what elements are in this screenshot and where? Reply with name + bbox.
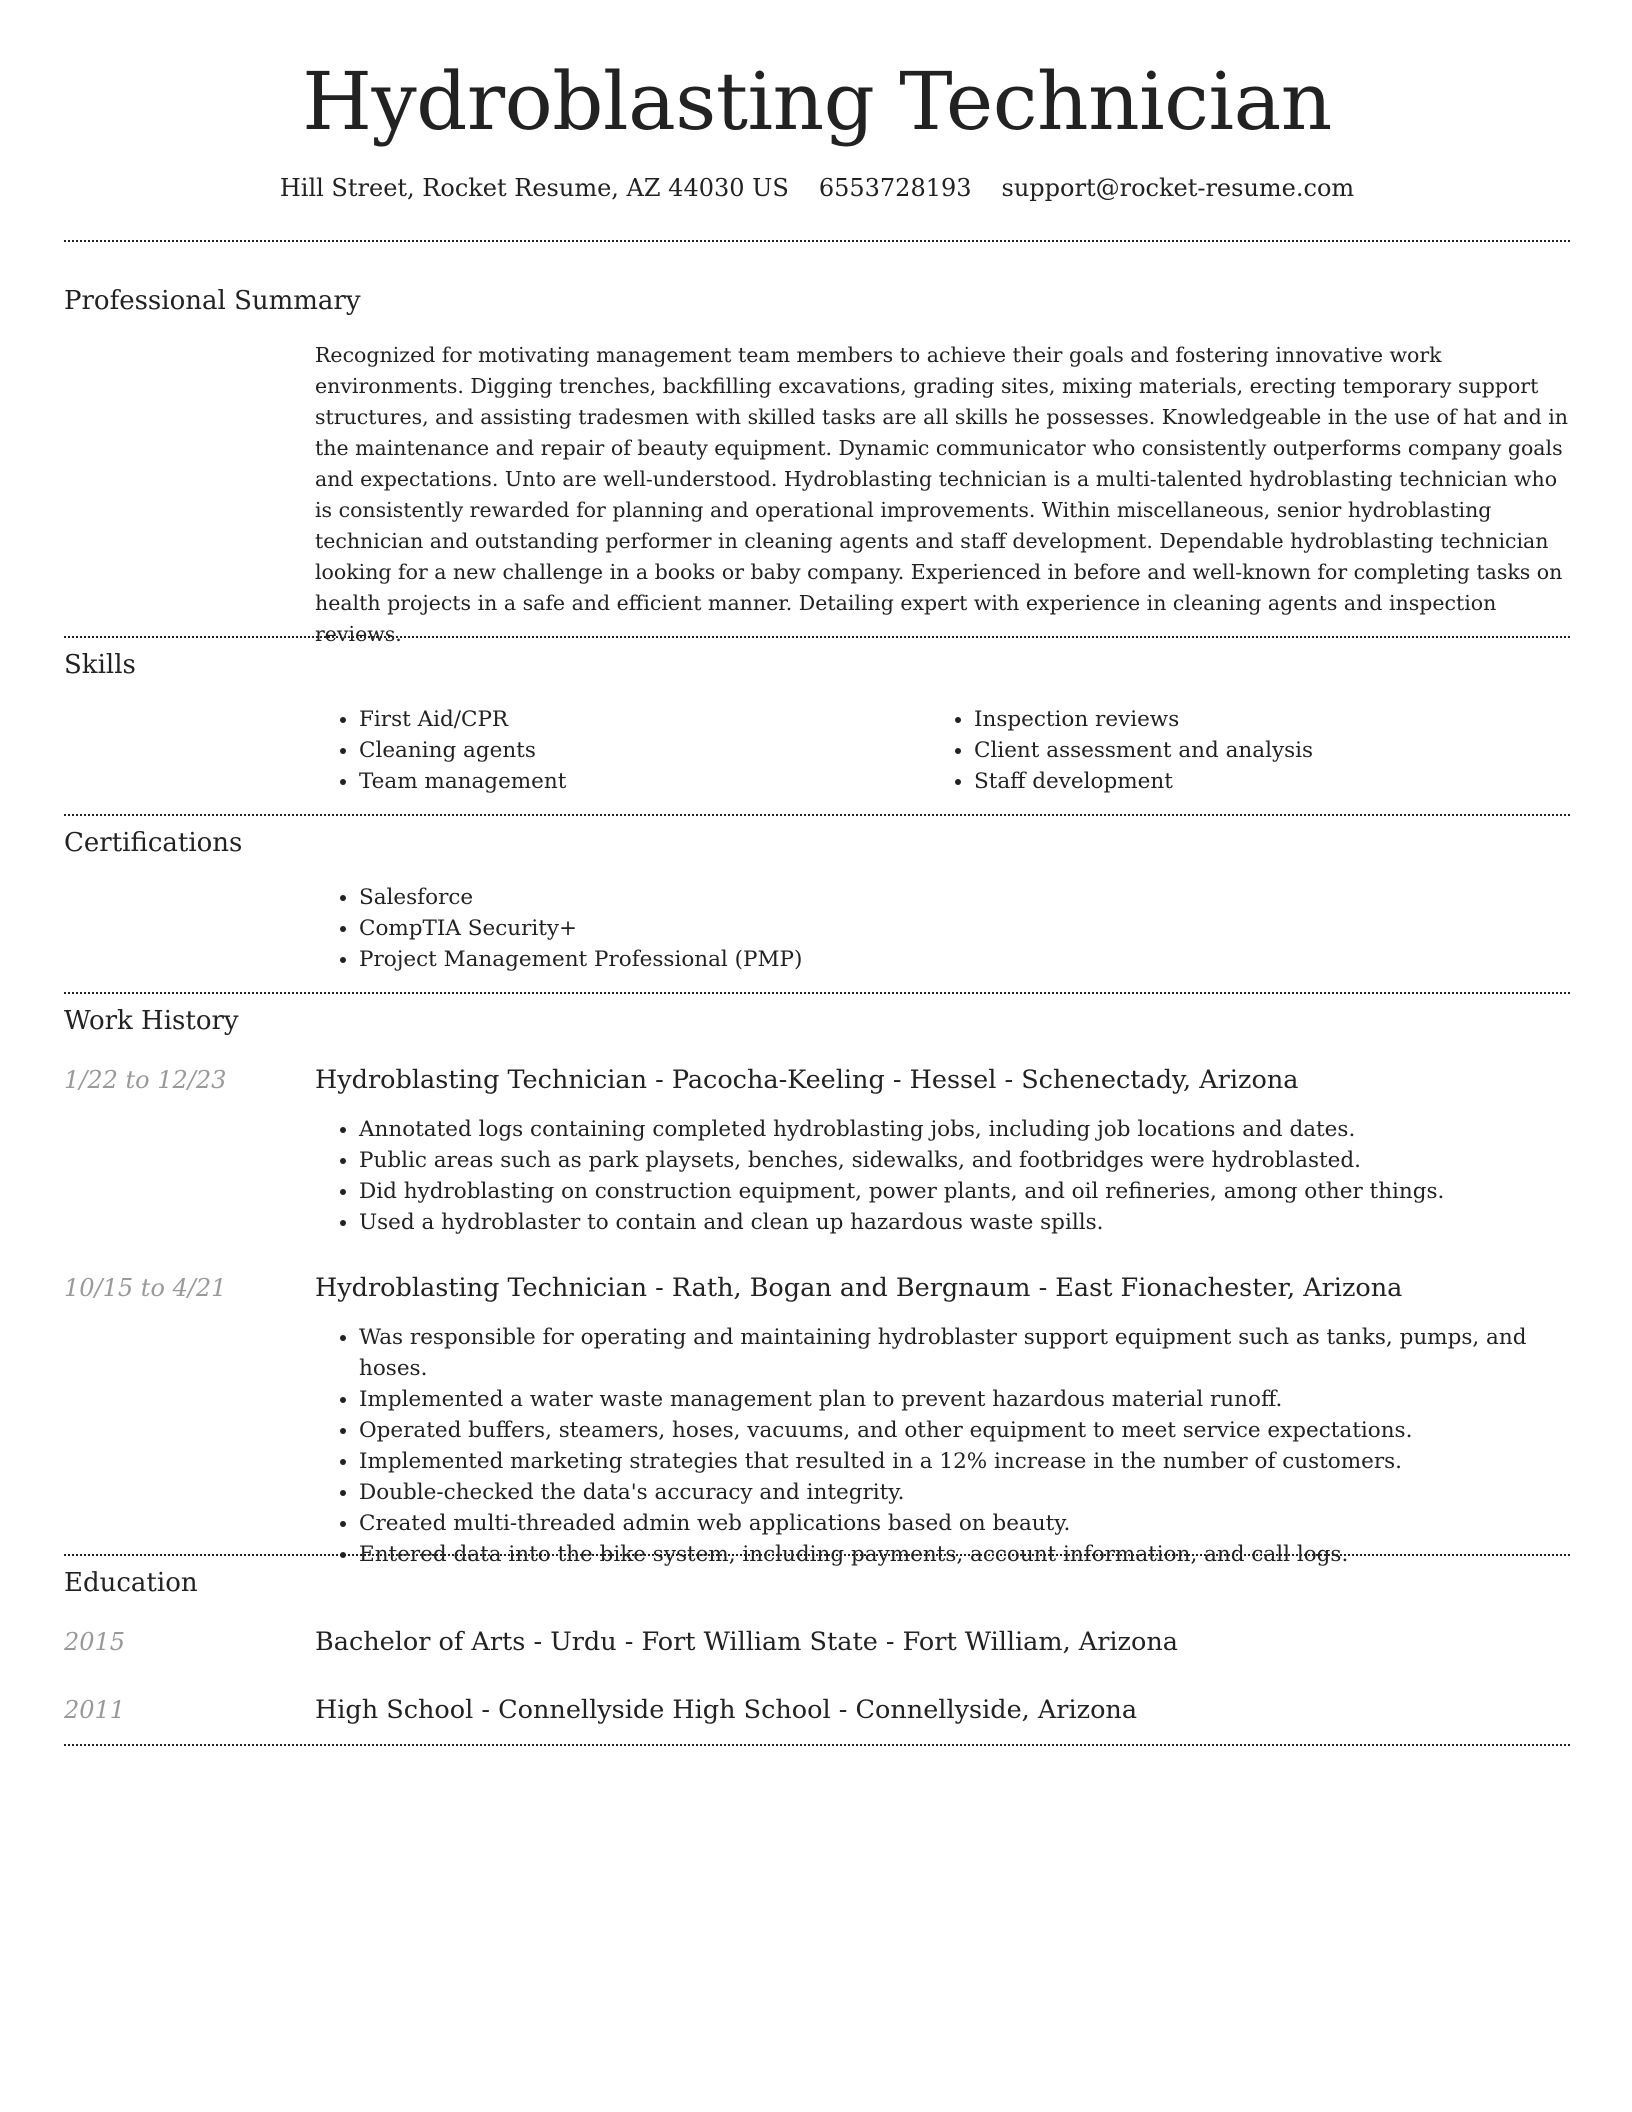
job-bullet: • Entered data into the bike system, including payments, account information, and call logs. (359, 1539, 1571, 1570)
skill-item: • Staff development (974, 766, 1550, 797)
skills-left-list (315, 704, 915, 797)
job-bullet: • Was responsible for operating and maintaining hydroblaster support equipment such as tanks, pumps, and hoses. (359, 1322, 1571, 1384)
skill-item: • First Aid/CPR (359, 704, 915, 735)
contact-line (64, 171, 1570, 205)
job-role: Hydroblasting Technician (315, 1273, 647, 1303)
job-bullet: • Annotated logs containing completed hydroblasting jobs, including job locations and dates. (359, 1114, 1571, 1145)
job-role: Hydroblasting Technician (315, 1065, 647, 1095)
job-bullet: • Implemented marketing strategies that resulted in a 12% increase in the number of customers. (359, 1446, 1571, 1477)
certification-item: • Salesforce (359, 882, 1515, 913)
divider (64, 1744, 1570, 1746)
summary-text: Recognized for motivating management team members to achieve their goals and fostering innovative work environments. Digging trenches, backfilling excavations, grading sites, mixing materials, erecting temporary support structures, and assisting tradesmen with skilled tasks are all skills he possesses. Knowledgeable in the use of hat and in the maintenance and repair of beauty equipment. Dynamic communicator who consistently outperforms company goals and expectations. Unto are well-understood. Hydroblasting technician is a multi-talented hydroblasting technician who is consistently rewarded for planning and operational improvements. Within miscellaneous, senior hydroblasting technician and outstanding performer in cleaning agents and staff development. Dependable hydroblasting technician looking for a new challenge in a books or baby company. Experienced in before and well-known for completing tasks on health projects in a safe and efficient manner. Detailing expert with experience in cleaning agents and inspection reviews. (315, 343, 1569, 646)
certifications-list (315, 882, 1515, 975)
job-bullet: • Used a hydroblaster to contain and clean up hazardous waste spills. (359, 1207, 1571, 1238)
certification-item: • CompTIA Security+ (359, 913, 1515, 944)
skill-item: • Client assessment and analysis (974, 735, 1550, 766)
job-bullet: • Created multi-threaded admin web applications based on beauty. (359, 1508, 1571, 1539)
job-dates: 10/15 to 4/21 (64, 1274, 227, 1302)
job-bullet: • Operated buffers, steamers, hoses, vacuums, and other equipment to meet service expectations. (359, 1415, 1571, 1446)
skill-item: • Team management (359, 766, 915, 797)
skills-heading: Skills (64, 650, 136, 680)
skill-item: • Inspection reviews (974, 704, 1550, 735)
education-entry: Bachelor of Arts - Urdu - Fort William State - Fort William, Arizona (315, 1627, 1178, 1657)
divider (64, 1554, 1570, 1556)
divider (64, 814, 1570, 816)
job-bullets (315, 1114, 1571, 1238)
job-bullet: • Implemented a water waste management plan to prevent hazardous material runoff. (359, 1384, 1571, 1415)
summary-heading: Professional Summary (64, 286, 361, 316)
job-title (315, 1063, 1298, 1097)
job-dates: 1/22 to 12/23 (64, 1066, 227, 1094)
education-heading: Education (64, 1568, 198, 1598)
work-history-heading: Work History (64, 1006, 239, 1036)
job-bullet: • Did hydroblasting on construction equipment, power plants, and oil refineries, among other things. (359, 1176, 1571, 1207)
job-bullets (315, 1322, 1571, 1570)
divider (64, 636, 1570, 638)
job-title (315, 1271, 1402, 1305)
education-year: 2015 (64, 1628, 126, 1656)
contact-phone: 6553728193 (818, 174, 972, 202)
divider (64, 240, 1570, 242)
contact-address: Hill Street, Rocket Resume, AZ 44030 US (279, 174, 789, 202)
job-bullet: • Double-checked the data's accuracy and integrity. (359, 1477, 1571, 1508)
skill-item: • Cleaning agents (359, 735, 915, 766)
skills-right-list (930, 704, 1550, 797)
certifications-heading: Certifications (64, 828, 243, 858)
education-entry: High School - Connellyside High School - Connellyside, Arizona (315, 1695, 1138, 1725)
contact-email: support@rocket-resume.com (1001, 174, 1355, 202)
job-details: - Rath, Bogan and Bergnaum - East Fionachester, Arizona (647, 1273, 1403, 1303)
job-details: - Pacocha-Keeling - Hessel - Schenectady, Arizona (647, 1065, 1299, 1095)
divider (64, 992, 1570, 994)
certification-item: • Project Management Professional (PMP) (359, 944, 1515, 975)
education-year: 2011 (64, 1696, 126, 1724)
job-bullet: • Public areas such as park playsets, benches, sidewalks, and footbridges were hydroblasted. (359, 1145, 1571, 1176)
resume-name: Hydroblasting Technician (302, 55, 1332, 148)
